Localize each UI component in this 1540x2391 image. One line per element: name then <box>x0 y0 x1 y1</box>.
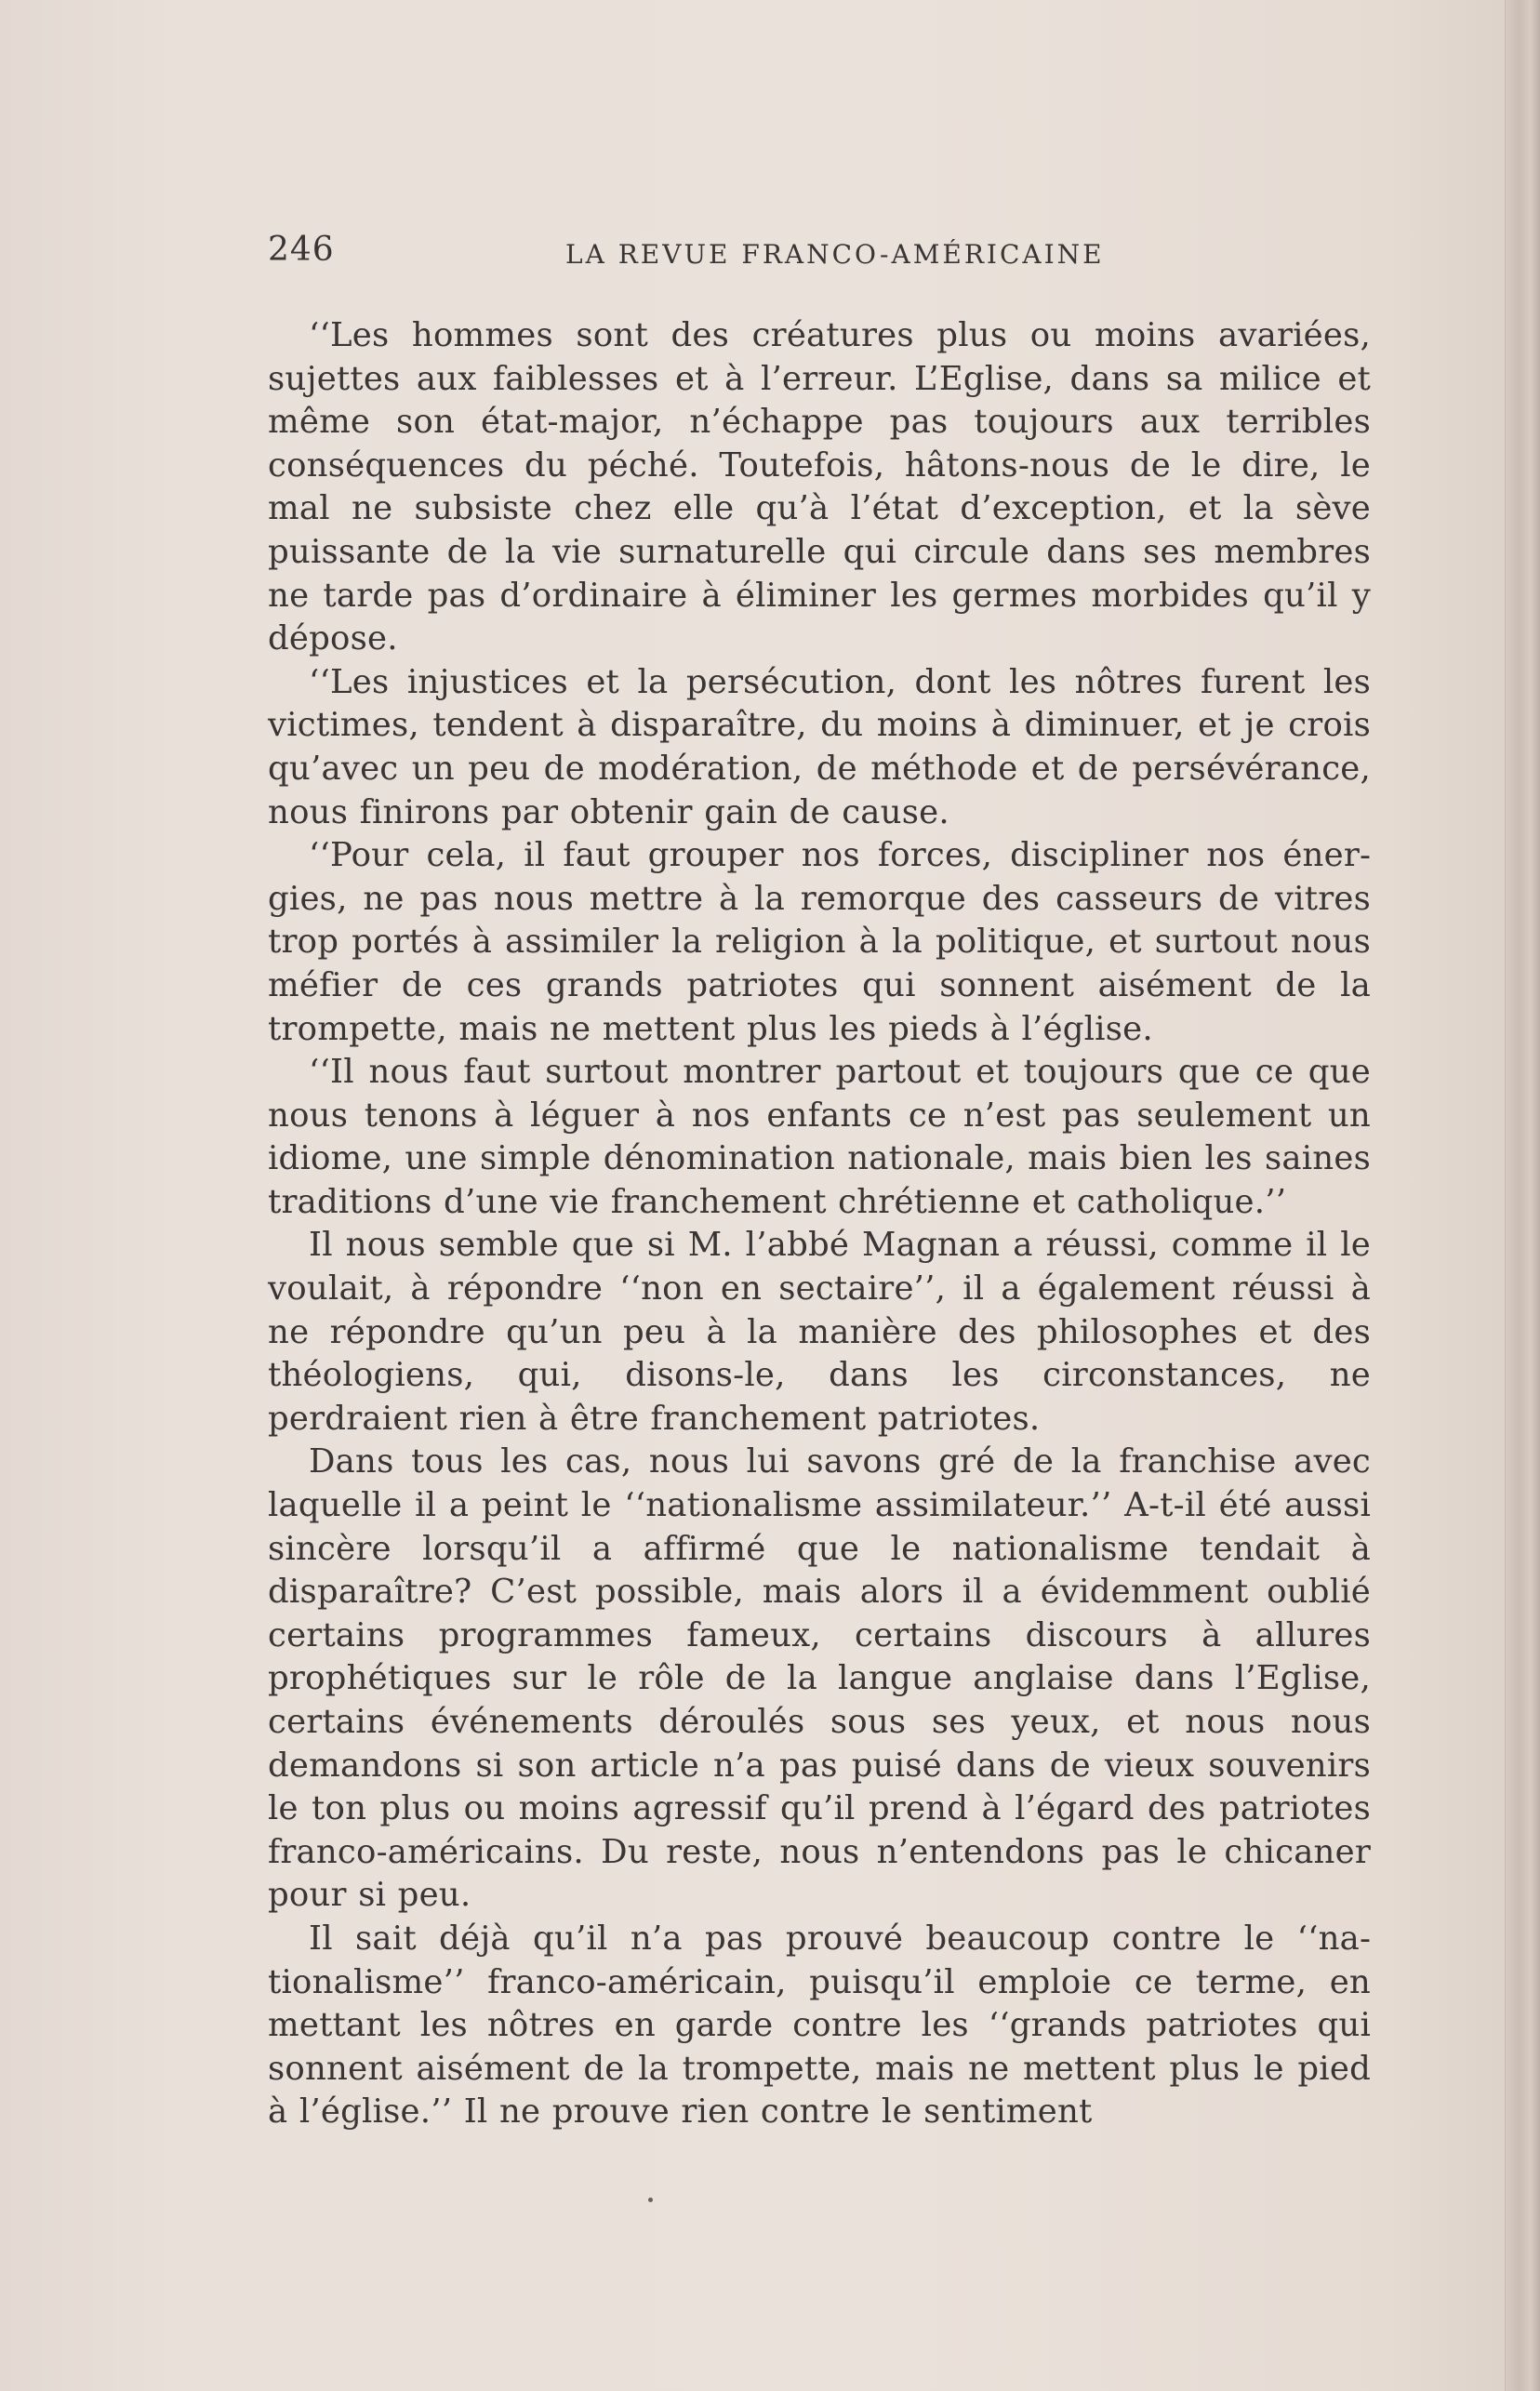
page-number: 246 <box>268 231 335 269</box>
body-text <box>268 314 1371 2134</box>
running-title: LA REVUE FRANCO-AMÉRICAINE <box>565 239 1105 270</box>
paragraph-7: Il sait déjà qu’il n’a pas prouvé beaucoup contre le ‘‘nationalisme’’ franco-américain, puisqu’il emploie ce terme, en mettant les nôtres en garde contre les ‘‘grands patriotes qui sonnent aisément de la trompette, mais ne mettent plus le pied à l’église.’’ Il ne prouve rien contre le sentiment <box>268 1919 1371 2132</box>
paragraph-2: ‘‘Les injustices et la persécution, dont les nôtres furent les victimes, tendent à disparaître, du moins à diminuer, et je crois qu’avec un peu de modération, de méthode et de persévérance, nous finirons par obtenir gain de cause. <box>268 662 1371 831</box>
print-speck <box>648 2198 653 2202</box>
paragraph-1: ‘‘Les hommes sont des créatures plus ou moins avariées, sujettes aux faiblesses et à l’erreur. L’Eglise, dans sa milice et même son état-major, n’échappe pas toujours aux terribles conséquences du péché. Toutefois, hâtons-nous de le dire, le mal ne subsiste chez elle qu’à l’état d’exception, et la sève puissante de la vie surnaturelle qui circule dans ses membres ne tarde pas d’ordinaire à éliminer les germes morbides qu’il y dépose. <box>268 316 1371 658</box>
paragraph-4: ‘‘Il nous faut surtout montrer partout et toujours que ce que nous tenons à léguer à nos enfants ce n’est pas seulement un idiome, une simple dénomination nationale, mais bien les saines traditions d’une vie franchement chrétienne et catholique.’’ <box>268 1053 1371 1221</box>
page-header <box>268 231 1374 277</box>
paragraph-3: ‘‘Pour cela, il faut grouper nos forces, discipliner nos énergies, ne pas nous mettre à la remorque des casseurs de vitres trop portés à assimiler la religion à la politique, et surtout nous méfier de ces grands patriotes qui sonnent aisément de la trompette, mais ne mettent plus les pieds à l’église. <box>268 836 1371 1048</box>
page-edge-shadow <box>1505 0 1540 2391</box>
paragraph-6: Dans tous les cas, nous lui savons gré de la franchise avec laquelle il a peint le ‘‘nationalisme assimilateur.’’ A-t-il été aussi sincère lorsqu’il a affirmé que le nationalisme tendait à disparaître? C’est possible, mais alors il a évidemment oublié certains programmes fameux, certains discours à allures prophétiques sur le rôle de la langue anglaise dans l’Eglise, certains événements déroulés sous ses yeux, et nous nous demandons si son article n’a pas puisé dans de vieux souvenirs le ton plus ou moins agressif qu’il prend à l’égard des patriotes franco-américains. Du reste, nous n’entendons pas le chicaner pour si peu. <box>268 1442 1371 1915</box>
paragraph-5: Il nous semble que si M. l’abbé Magnan a réussi, comme il le voulait, à répondre ‘‘non en sectaire’’, il a également réussi à ne répondre qu’un peu à la manière des philosophes et des théologiens, qui, disons-le, dans les circonstances, ne perdraient rien à être franchement patriotes. <box>268 1226 1371 1438</box>
